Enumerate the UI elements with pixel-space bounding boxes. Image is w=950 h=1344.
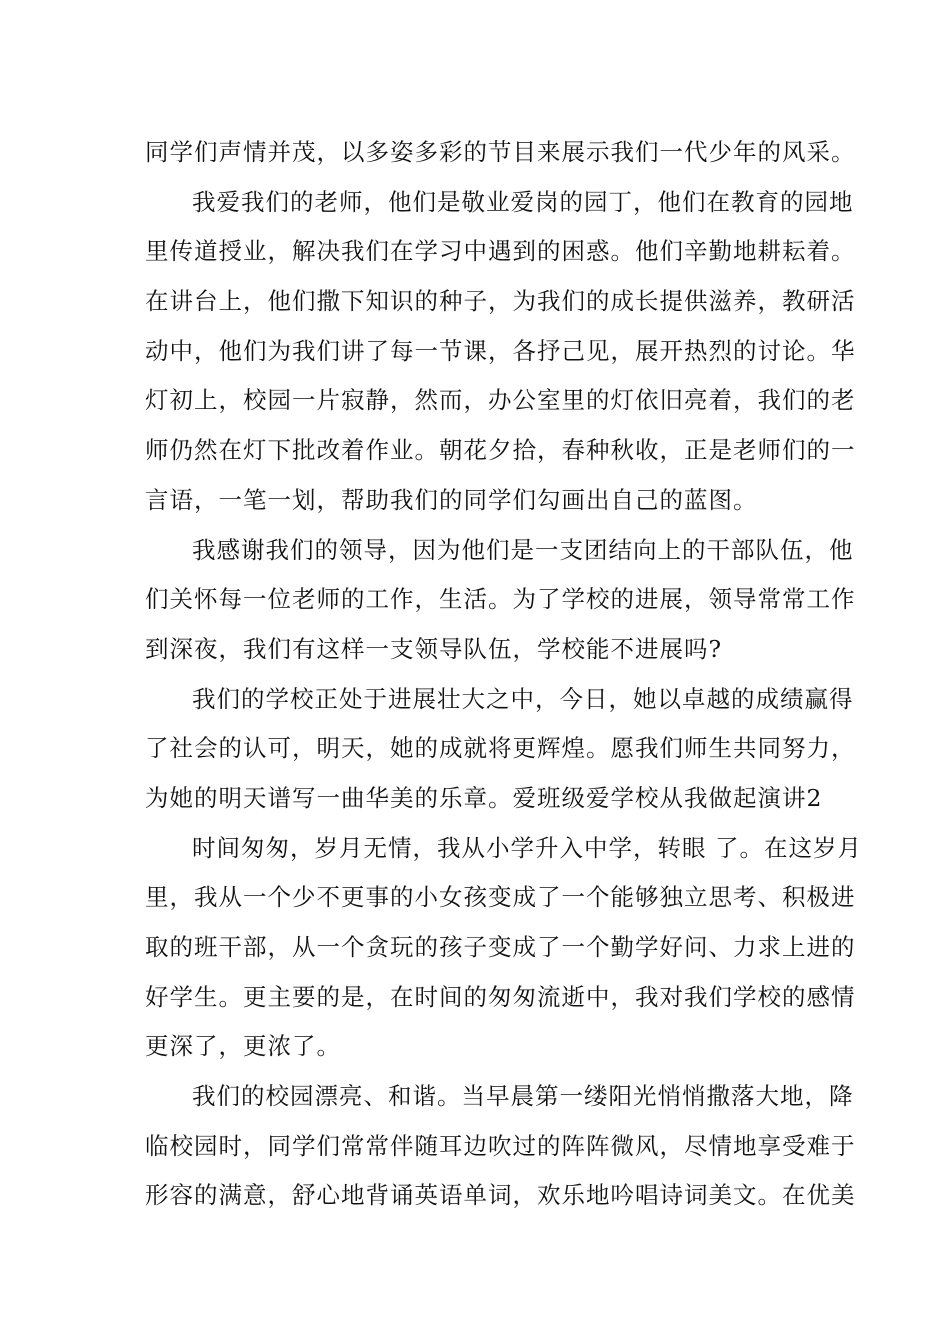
- text-line: 更深了，更浓了。: [145, 1032, 341, 1061]
- text-line: 了社会的认可，明天，她的成就将更辉煌。愿我们师生共同努力，: [145, 734, 856, 763]
- text-line: 我们的校园漂亮、和谐。当早晨第一缕阳光悄悄撒落大地，降: [192, 1082, 854, 1111]
- text-line: 我感谢我们的领导，因为他们是一支团结向上的干部队伍，他: [192, 535, 854, 564]
- text-line: 时间匆匆，岁月无情，我从小学升入中学，转眼 了。在这岁月: [192, 833, 862, 862]
- text-line: 我们的学校正处于进展壮大之中，今日，她以卓越的成绩赢得: [192, 684, 854, 713]
- text-line: 师仍然在灯下批改着作业。朝花夕拾，春种秋收，正是老师们的一: [145, 436, 856, 465]
- text-line: 我爱我们的老师，他们是敬业爱岗的园丁，他们在教育的园地: [192, 187, 854, 216]
- text-line: 好学生。更主要的是，在时间的匆匆流逝中，我对我们学校的感情: [145, 982, 856, 1011]
- text-line: 同学们声情并茂，以多姿多彩的节目来展示我们一代少年的风采。: [145, 138, 856, 166]
- text-line: 临校园时，同学们常常伴随耳边吹过的阵阵微风，尽情地享受难于: [145, 1131, 856, 1160]
- text-line: 取的班干部，从一个贪玩的孩子变成了一个勤学好问、力求上进的: [145, 933, 856, 961]
- text-line: 在讲台上，他们撒下知识的种子，为我们的成长提供滋养，教研活: [145, 287, 856, 316]
- text-line: 里，我从一个少不更事的小女孩变成了一个能够独立思考、积极进: [145, 883, 856, 912]
- document-body: [145, 128, 862, 1221]
- text-line: 里传道授业，解决我们在学习中遇到的困惑。他们辛勤地耕耘着。: [145, 237, 856, 266]
- text-line: 言语，一笔一划，帮助我们的同学们勾画出自己的蓝图。: [145, 485, 758, 514]
- text-line: 为她的明天谱写一曲华美的乐章。爱班级爱学校从我做起演讲2: [145, 783, 823, 812]
- text-line: 灯初上，校园一片寂静，然而，办公室里的灯依旧亮着，我们的老: [145, 386, 856, 415]
- text-line: 动中，他们为我们讲了每一节课，各抒己见，展开热烈的讨论。华: [145, 336, 856, 365]
- text-line: 到深夜，我们有这样一支领导队伍，学校能不进展吗?: [145, 634, 723, 663]
- text-line: 形容的满意，舒心地背诵英语单词，欢乐地吟唱诗词美文。在优美: [145, 1181, 856, 1210]
- text-line: 们关怀每一位老师的工作，生活。为了学校的进展，领导常常工作: [145, 585, 856, 614]
